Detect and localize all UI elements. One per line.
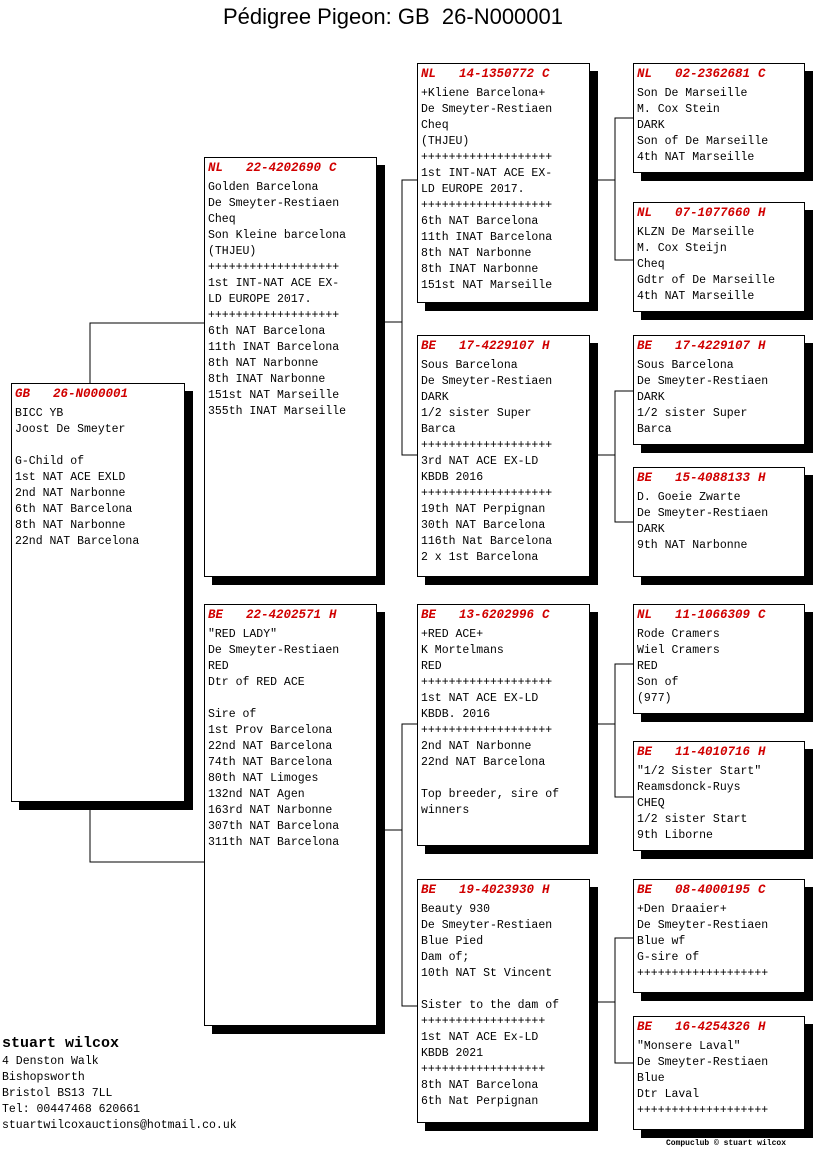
- card-line: 19th NAT Perpignan: [421, 503, 546, 516]
- ring-header: [637, 882, 804, 898]
- card-line: 116th Nat Barcelona: [421, 535, 553, 548]
- country-code: BE: [421, 608, 437, 622]
- card-line: "1/2 Sister Start": [637, 765, 762, 778]
- sex-code: C: [758, 67, 766, 81]
- ring-number: 14-1350772: [459, 67, 535, 81]
- country-code: NL: [208, 161, 224, 175]
- card-line: 74th NAT Barcelona: [208, 756, 333, 769]
- country-code: BE: [421, 339, 437, 353]
- card-line: De Smeyter-Restiaen: [637, 919, 769, 932]
- country-code: BE: [637, 471, 653, 485]
- sex-code: C: [542, 67, 550, 81]
- card-line: 11th INAT Barcelona: [208, 341, 340, 354]
- ring-header: [637, 1019, 804, 1035]
- sex-code: C: [758, 883, 766, 897]
- owner-info: [2, 1034, 237, 1134]
- card-line: Dtr Laval: [637, 1088, 700, 1101]
- card-line: Sister to the dam of: [421, 999, 560, 1012]
- ring-header: [637, 205, 804, 221]
- card-line: De Smeyter-Restiaen: [421, 103, 553, 116]
- card-line: Son De Marseille: [637, 87, 748, 100]
- ring-header: [637, 66, 804, 82]
- card-line: 1st Prov Barcelona: [208, 724, 333, 737]
- card-line: RED: [421, 660, 442, 673]
- card-line: 8th NAT Narbonne: [208, 357, 319, 370]
- card-dds: [633, 879, 805, 993]
- country-code: NL: [637, 206, 653, 220]
- card-line: Cheq: [421, 119, 449, 132]
- card-line: De Smeyter-Restiaen: [637, 375, 769, 388]
- card-line: Cheq: [637, 258, 665, 271]
- card-line: D. Goeie Zwarte: [637, 491, 741, 504]
- ring-header: [637, 744, 804, 760]
- owner-email[interactable]: stuartwilcoxauctions@hotmail.co.uk: [2, 1119, 237, 1132]
- card-line: 8th NAT Narbonne: [421, 247, 532, 260]
- card-line: +++++++++++++++++++: [637, 1104, 769, 1117]
- card-line: Barca: [421, 423, 456, 436]
- card-line: M. Cox Stein: [637, 103, 720, 116]
- card-line: De Smeyter-Restiaen: [208, 644, 340, 657]
- card-line: 311th NAT Barcelona: [208, 836, 340, 849]
- card-line: 22nd NAT Barcelona: [421, 756, 546, 769]
- ring-header: [421, 882, 589, 898]
- card-sdd: [633, 467, 805, 577]
- card-line: KLZN De Marseille: [637, 226, 755, 239]
- card-lines: [637, 225, 804, 305]
- country-code: BE: [421, 883, 437, 897]
- card-line: G-Child of: [15, 455, 85, 468]
- card-line: +++++++++++++++++++: [421, 151, 553, 164]
- card-lines: [15, 406, 184, 550]
- card-line: 151st NAT Marseille: [421, 279, 553, 292]
- card-line: winners: [421, 804, 470, 817]
- sex-code: H: [329, 608, 337, 622]
- card-line: 6th NAT Barcelona: [421, 215, 539, 228]
- card-line: RED: [208, 660, 229, 673]
- card-line: 11th INAT Barcelona: [421, 231, 553, 244]
- card-line: Blue: [637, 1072, 665, 1085]
- card-line: 10th NAT St Vincent: [421, 967, 553, 980]
- card-line: Dam of;: [421, 951, 470, 964]
- card-ddd: [633, 1016, 805, 1130]
- card-line: 2nd NAT Narbonne: [421, 740, 532, 753]
- card-line: 8th INAT Narbonne: [208, 373, 326, 386]
- card-line: De Smeyter-Restiaen: [637, 1056, 769, 1069]
- card-line: 4th NAT Marseille: [637, 290, 755, 303]
- ring-header: [421, 607, 589, 623]
- card-lines: [208, 180, 376, 420]
- card-line: Barca: [637, 423, 672, 436]
- page-title: Pédigree Pigeon: GB 26-N000001: [222, 4, 563, 29]
- card-line: 22nd NAT Barcelona: [208, 740, 333, 753]
- ring-number: 15-4088133: [675, 471, 751, 485]
- card-dss: [633, 604, 805, 714]
- card-line: ++++++++++++++++++: [421, 1063, 546, 1076]
- card-line: 6th NAT Barcelona: [208, 325, 326, 338]
- card-line: Son Kleine barcelona: [208, 229, 347, 242]
- card-line: De Smeyter-Restiaen: [421, 919, 553, 932]
- card-line: Beauty 930: [421, 903, 491, 916]
- card-line: +++++++++++++++++++: [421, 199, 553, 212]
- ring-number: 22-4202571: [246, 608, 322, 622]
- card-lines: [421, 358, 589, 566]
- card-line: 9th Liborne: [637, 829, 713, 842]
- card-line: 1/2 sister Super: [637, 407, 748, 420]
- card-lines: [421, 627, 589, 819]
- ring-header: [208, 160, 376, 176]
- owner-name: stuart wilcox: [2, 1035, 120, 1052]
- card-line: +++++++++++++++++++: [421, 439, 553, 452]
- card-line: [421, 771, 589, 787]
- sex-code: H: [758, 339, 766, 353]
- card-sire-sire: [417, 63, 590, 303]
- card-line: De Smeyter-Restiaen: [637, 507, 769, 520]
- card-lines: [421, 902, 589, 1110]
- ring-header: [421, 66, 589, 82]
- card-line: Gdtr of De Marseille: [637, 274, 776, 287]
- card-line: Wiel Cramers: [637, 644, 720, 657]
- card-line: Sous Barcelona: [637, 359, 734, 372]
- card-line: DARK: [637, 523, 665, 536]
- card-dam-sire: [417, 604, 590, 846]
- sex-code: H: [758, 206, 766, 220]
- card-line: +RED ACE+: [421, 628, 484, 641]
- card-line: 4th NAT Marseille: [637, 151, 755, 164]
- sex-code: C: [758, 608, 766, 622]
- card-line: +++++++++++++++++++: [421, 676, 553, 689]
- card-line: +++++++++++++++++++: [637, 967, 769, 980]
- card-sss: [633, 63, 805, 173]
- ring-number: 13-6202996: [459, 608, 535, 622]
- card-line: (THJEU): [421, 135, 470, 148]
- card-line: Son of: [637, 676, 679, 689]
- card-line: Reamsdonck-Ruys: [637, 781, 741, 794]
- card-line: 1st INT-NAT ACE EX-: [421, 167, 553, 180]
- ring-number: 17-4229107: [459, 339, 535, 353]
- card-line: De Smeyter-Restiaen: [421, 375, 553, 388]
- sex-code: H: [542, 883, 550, 897]
- card-line: 2nd NAT Narbonne: [15, 487, 126, 500]
- ring-header: [637, 470, 804, 486]
- card-line: Blue wf: [637, 935, 686, 948]
- card-line: "Monsere Laval": [637, 1040, 741, 1053]
- card-line: De Smeyter-Restiaen: [208, 197, 340, 210]
- ring-header: [208, 607, 376, 623]
- owner-phone: Tel: 00447468 620661: [2, 1103, 141, 1116]
- card-lines: [637, 764, 804, 844]
- card-sire-dam: [417, 335, 590, 577]
- card-line: [421, 982, 589, 998]
- country-code: NL: [637, 67, 653, 81]
- card-line: KBDB 2021: [421, 1047, 484, 1060]
- card-line: Dtr of RED ACE: [208, 676, 305, 689]
- card-line: (THJEU): [208, 245, 257, 258]
- country-code: GB: [15, 387, 31, 401]
- card-line: Top breeder, sire of: [421, 788, 560, 801]
- card-line: 1st NAT ACE EXLD: [15, 471, 126, 484]
- card-line: KBDB 2016: [421, 471, 484, 484]
- card-line: (977): [637, 692, 672, 705]
- card-lines: [637, 358, 804, 438]
- card-line: DARK: [421, 391, 449, 404]
- sex-code: C: [329, 161, 337, 175]
- card-line: M. Cox Steijn: [637, 242, 727, 255]
- card-line: 80th NAT Limoges: [208, 772, 319, 785]
- card-line: +++++++++++++++++++: [208, 261, 340, 274]
- card-dam: [204, 604, 377, 1026]
- card-line: Cheq: [208, 213, 236, 226]
- card-line: Sous Barcelona: [421, 359, 518, 372]
- card-line: LD EUROPE 2017.: [421, 183, 525, 196]
- card-line: RED: [637, 660, 658, 673]
- card-line: +Kliene Barcelona+: [421, 87, 546, 100]
- card-line: 30th NAT Barcelona: [421, 519, 546, 532]
- card-line: 1/2 sister Super: [421, 407, 532, 420]
- ring-number: 16-4254326: [675, 1020, 751, 1034]
- card-lines: [637, 86, 804, 166]
- card-sds: [633, 335, 805, 445]
- card-lines: [421, 86, 589, 294]
- ring-number: 17-4229107: [675, 339, 751, 353]
- card-line: 132nd NAT Agen: [208, 788, 305, 801]
- card-line: 9th NAT Narbonne: [637, 539, 748, 552]
- card-line: 8th NAT Narbonne: [15, 519, 126, 532]
- card-lines: [637, 627, 804, 707]
- country-code: NL: [421, 67, 437, 81]
- owner-address-line: Bishopsworth: [2, 1071, 85, 1084]
- country-code: BE: [637, 339, 653, 353]
- card-line: DARK: [637, 119, 665, 132]
- card-line: K Mortelmans: [421, 644, 504, 657]
- card-line: 163rd NAT Narbonne: [208, 804, 333, 817]
- card-line: 22nd NAT Barcelona: [15, 535, 140, 548]
- sex-code: C: [542, 608, 550, 622]
- card-line: 2 x 1st Barcelona: [421, 551, 539, 564]
- card-line: "RED LADY": [208, 628, 278, 641]
- card-dsd: [633, 741, 805, 851]
- card-line: +++++++++++++++++++: [421, 724, 553, 737]
- card-line: 355th INAT Marseille: [208, 405, 347, 418]
- card-line: 6th Nat Perpignan: [421, 1095, 539, 1108]
- card-line: 8th INAT Narbonne: [421, 263, 539, 276]
- card-sire: [204, 157, 377, 577]
- card-line: Joost De Smeyter: [15, 423, 126, 436]
- ring-number: 08-4000195: [675, 883, 751, 897]
- card-line: KBDB. 2016: [421, 708, 491, 721]
- country-code: BE: [637, 745, 653, 759]
- ring-header: [15, 386, 184, 402]
- card-line: Sire of: [208, 708, 257, 721]
- card-subject: [11, 383, 185, 802]
- card-line: 1/2 sister Start: [637, 813, 748, 826]
- card-line: G-sire of: [637, 951, 700, 964]
- card-line: 307th NAT Barcelona: [208, 820, 340, 833]
- ring-number: 11-4010716: [675, 745, 751, 759]
- sex-code: H: [758, 1020, 766, 1034]
- ring-header: [421, 338, 589, 354]
- country-code: BE: [637, 883, 653, 897]
- card-line: Golden Barcelona: [208, 181, 319, 194]
- card-line: 1st NAT ACE EX-LD: [421, 692, 539, 705]
- card-line: [15, 438, 184, 454]
- ring-number: 22-4202690: [246, 161, 322, 175]
- card-lines: [208, 627, 376, 851]
- card-line: 3rd NAT ACE EX-LD: [421, 455, 539, 468]
- card-line: LD EUROPE 2017.: [208, 293, 312, 306]
- country-code: BE: [208, 608, 224, 622]
- card-line: +Den Draaier+: [637, 903, 727, 916]
- ring-number: 11-1066309: [675, 608, 751, 622]
- sex-code: H: [758, 745, 766, 759]
- card-lines: [637, 490, 804, 554]
- software-credit: Compuclub © stuart wilcox: [665, 1139, 786, 1148]
- card-line: CHEQ: [637, 797, 665, 810]
- country-code: NL: [637, 608, 653, 622]
- card-line: Rode Cramers: [637, 628, 720, 641]
- ring-number: 02-2362681: [675, 67, 751, 81]
- card-line: 6th NAT Barcelona: [15, 503, 133, 516]
- card-line: 8th NAT Barcelona: [421, 1079, 539, 1092]
- card-line: 1st NAT ACE Ex-LD: [421, 1031, 539, 1044]
- card-line: Son of De Marseille: [637, 135, 769, 148]
- card-line: +++++++++++++++++++: [421, 487, 553, 500]
- ring-number: 26-N000001: [53, 387, 129, 401]
- card-line: Blue Pied: [421, 935, 484, 948]
- card-ssd: [633, 202, 805, 312]
- sex-code: H: [758, 471, 766, 485]
- card-dam-dam: [417, 879, 590, 1123]
- card-lines: [637, 902, 804, 982]
- ring-number: 07-1077660: [675, 206, 751, 220]
- sex-code: H: [542, 339, 550, 353]
- country-code: BE: [637, 1020, 653, 1034]
- card-line: +++++++++++++++++++: [208, 309, 340, 322]
- card-lines: [637, 1039, 804, 1119]
- card-line: BICC YB: [15, 407, 64, 420]
- ring-header: [637, 607, 804, 623]
- ring-header: [637, 338, 804, 354]
- card-line: DARK: [637, 391, 665, 404]
- ring-number: 19-4023930: [459, 883, 535, 897]
- card-line: [208, 691, 376, 707]
- card-line: 1st INT-NAT ACE EX-: [208, 277, 340, 290]
- owner-address-line: Bristol BS13 7LL: [2, 1087, 113, 1100]
- card-line: 151st NAT Marseille: [208, 389, 340, 402]
- owner-address-line: 4 Denston Walk: [2, 1055, 99, 1068]
- card-line: ++++++++++++++++++: [421, 1015, 546, 1028]
